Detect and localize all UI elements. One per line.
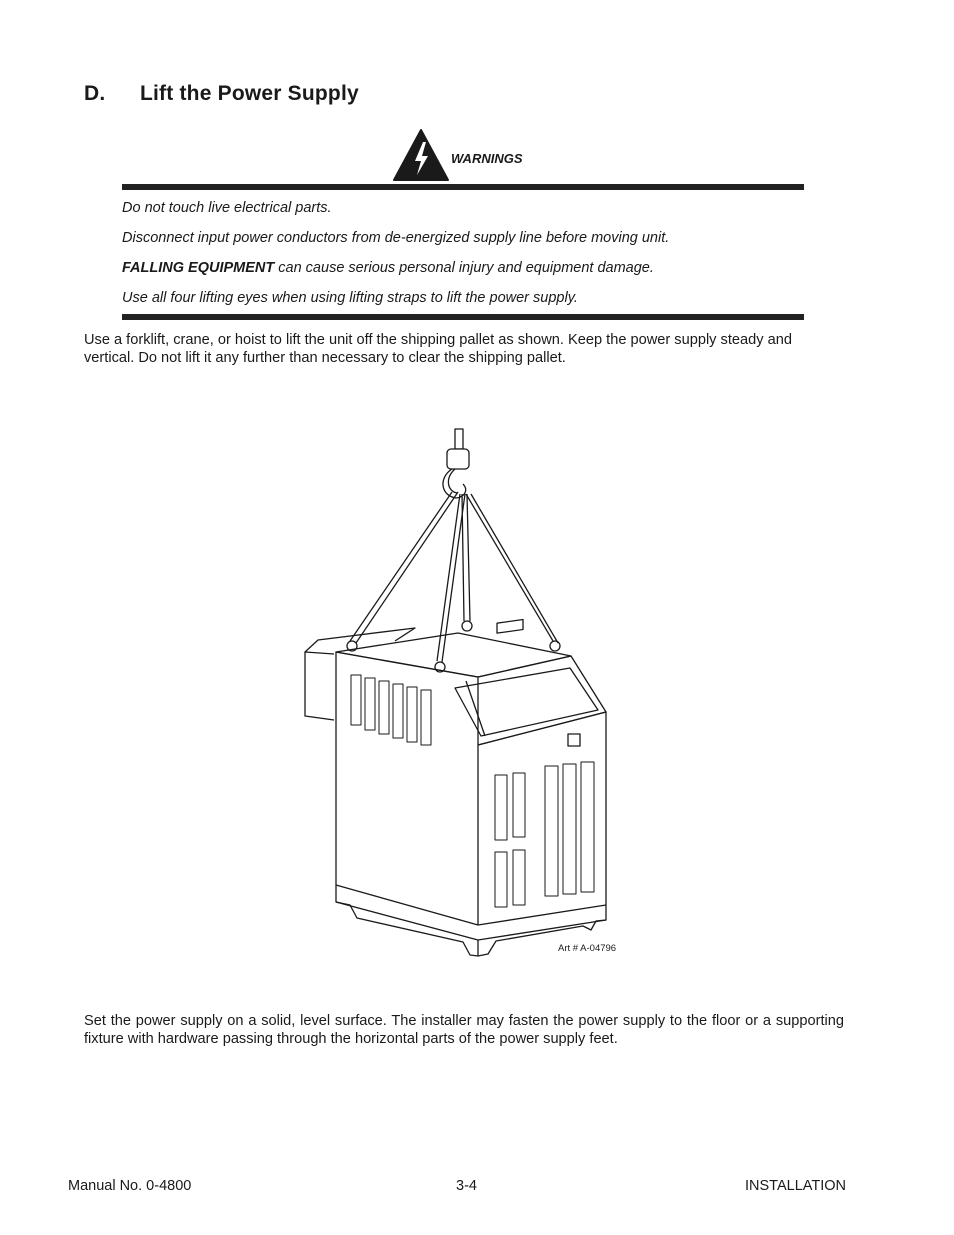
section-letter: D.	[84, 82, 106, 105]
lifting-instructions: Use a forklift, crane, or hoist to lift the unit off the shipping pallet as shown. Keep the power supply steady and vertical. Do not lift it any further than necessary to clear the shipping pallet.	[84, 332, 792, 366]
warning-line-2	[122, 230, 669, 246]
warning-line-4-text: Use all four lifting eyes when using lifting straps to lift the power supply.	[122, 290, 578, 306]
section-heading	[84, 82, 359, 106]
art-number: Art # A-04796	[558, 943, 617, 954]
warning-line-4	[122, 290, 578, 306]
warning-line-3-emphasis: FALLING EQUIPMENT	[122, 260, 275, 276]
warning-line-1-text: Do not touch live electrical parts.	[122, 200, 332, 216]
footer-section-name: INSTALLATION	[745, 1178, 846, 1194]
placement-instructions: Set the power supply on a solid, level surface. The installer may fasten the power supply to the floor or a supporting fixture with hardware passing through the horizontal parts of the power supply feet.	[84, 1013, 844, 1047]
warning-bottom-rule	[122, 314, 804, 320]
footer-page-number: 3-4	[456, 1178, 477, 1194]
warning-line-2-text: Disconnect input power conductors from de-energized supply line before moving unit.	[122, 230, 670, 246]
warning-line-3-text: can cause serious personal injury and equipment damage.	[274, 260, 654, 276]
footer-manual-number: Manual No. 0-4800	[68, 1178, 192, 1194]
warning-line-3	[122, 260, 654, 276]
section-title: Lift the Power Supply	[140, 82, 359, 105]
power-supply-lifting-illustration	[290, 420, 630, 965]
warning-top-rule	[122, 184, 804, 190]
warnings-label: WARNINGS	[451, 151, 523, 166]
warning-line-1	[122, 200, 332, 216]
high-voltage-warning-icon	[392, 128, 450, 182]
